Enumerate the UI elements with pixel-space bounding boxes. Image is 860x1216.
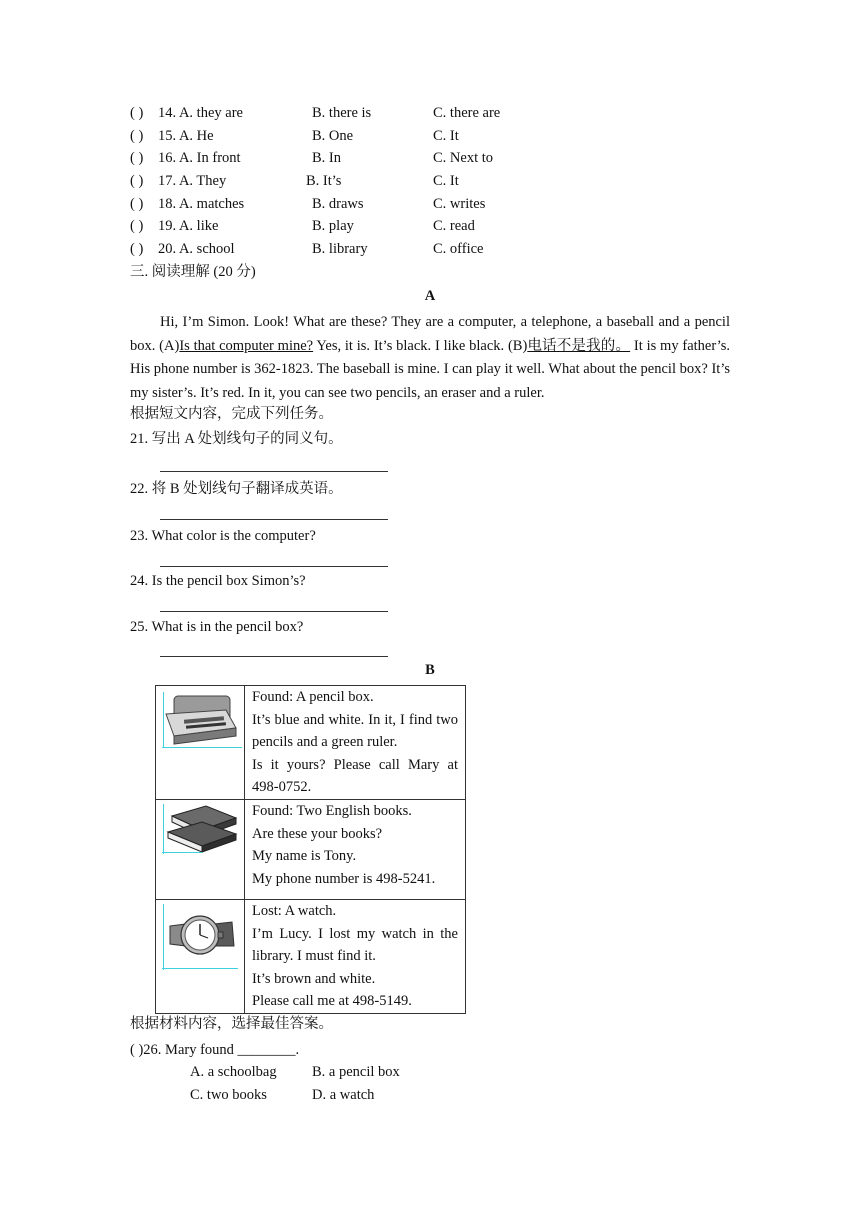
- option-b: B. One: [312, 128, 354, 144]
- notice-line: Lost: A watch.: [252, 902, 337, 919]
- option-b: B. draws: [312, 196, 364, 212]
- notice-row: [156, 799, 466, 899]
- question-26-stem: 26. Mary found ________.: [143, 1042, 300, 1058]
- choice-d: D. a watch: [312, 1087, 375, 1103]
- answer-line-21[interactable]: [160, 471, 388, 472]
- option-b: B. library: [312, 241, 368, 257]
- passage-a-text: [130, 311, 730, 405]
- option-b: B. play: [312, 218, 354, 234]
- section-title: 三. 阅读理解 (20 分): [130, 264, 256, 280]
- notice-line: I’m Lucy. I lost my watch in the library. I must find it.: [252, 925, 458, 965]
- answer-paren[interactable]: ( ): [130, 218, 144, 234]
- notice-line: Found: A pencil box.: [252, 689, 374, 705]
- underlined-sentence-a: Is that computer mine?: [179, 337, 314, 354]
- notice-line: Is it yours? Please call Mary at 498-0752.: [252, 756, 458, 796]
- option-a: 19. A. like: [158, 218, 219, 234]
- notice-picture-cell: [156, 799, 245, 899]
- answer-paren[interactable]: ( ): [130, 173, 144, 189]
- notice-line: My name is Tony.: [252, 848, 357, 865]
- watch-icon: [156, 900, 244, 977]
- option-a: 18. A. matches: [158, 196, 245, 212]
- passage-a-part1: Hi, I’m Simon. Look! What are these? They are a computer, a telephone, a baseball and a pencil box. (A): [130, 314, 730, 354]
- notice-text-3: [245, 899, 466, 1013]
- question-24: 24. Is the pencil box Simon’s?: [130, 573, 306, 589]
- option-c: C. read: [433, 218, 475, 234]
- answer-paren[interactable]: ( ): [130, 150, 144, 166]
- notice-line: Found: Two English books.: [252, 802, 412, 819]
- pencil-box-icon: [156, 686, 244, 761]
- question-26: [130, 1040, 299, 1060]
- option-c: C. It: [433, 173, 459, 189]
- notice-line: It’s blue and white. In it, I find two pencils and a green ruler.: [252, 711, 458, 751]
- option-b: B. there is: [312, 105, 372, 121]
- option-a: 15. A. He: [158, 128, 214, 144]
- question-26-choices: [190, 1061, 490, 1105]
- option-b: B. It’s: [306, 173, 342, 189]
- notice-line: My phone number is 498-5241.: [252, 870, 436, 887]
- option-c: C. office: [433, 241, 484, 257]
- option-a: 17. A. They: [158, 173, 227, 189]
- notice-line: Are these your books?: [252, 825, 383, 842]
- option-c: C. It: [433, 128, 459, 144]
- passage-a-letter: A: [424, 288, 436, 304]
- answer-paren[interactable]: ( ): [130, 196, 144, 212]
- notice-line: Please call me at 498-5149.: [252, 993, 412, 1010]
- answer-paren[interactable]: ( ): [130, 1042, 144, 1058]
- answer-line-24[interactable]: [160, 611, 388, 612]
- notice-table: [155, 685, 466, 1014]
- answer-paren[interactable]: ( ): [130, 241, 144, 257]
- passage-b-letter: B: [425, 662, 435, 678]
- question-23: 23. What color is the computer?: [130, 528, 316, 544]
- answer-paren[interactable]: ( ): [130, 105, 144, 121]
- answer-line-22[interactable]: [160, 519, 388, 520]
- option-a: 20. A. school: [158, 241, 235, 257]
- option-c: C. writes: [433, 196, 486, 212]
- option-c: C. Next to: [433, 150, 494, 166]
- notice-text-1: [245, 686, 466, 800]
- option-a: 14. A. they are: [158, 105, 243, 121]
- notice-picture-cell: [156, 899, 245, 1013]
- passage-a-instruction: 根据短文内容，完成下列任务。: [130, 406, 333, 422]
- choice-b: B. a pencil box: [312, 1064, 400, 1080]
- option-b: B. In: [312, 150, 341, 166]
- notice-picture-cell: [156, 686, 245, 800]
- option-c: C. there are: [433, 105, 501, 121]
- question-25: 25. What is in the pencil box?: [130, 619, 304, 635]
- passage-a-part2: Yes, it is. It’s black. I like black. (B): [313, 337, 528, 354]
- underlined-sentence-b: 电话不是我的。: [527, 337, 631, 354]
- books-icon: [156, 800, 244, 865]
- choice-a: A. a schoolbag: [190, 1064, 277, 1080]
- notice-row: [156, 899, 466, 1013]
- notice-row: [156, 686, 466, 800]
- answer-paren[interactable]: ( ): [130, 128, 144, 144]
- passage-b-instruction: 根据材料内容，选择最佳答案。: [130, 1016, 333, 1032]
- option-a: 16. A. In front: [158, 150, 241, 166]
- choice-c: C. two books: [190, 1087, 267, 1103]
- notice-text-2: [245, 799, 466, 899]
- answer-line-25[interactable]: [160, 656, 388, 657]
- notice-line: It’s brown and white.: [252, 970, 376, 987]
- question-22: 22. 将 B 处划线句子翻译成英语。: [130, 481, 343, 497]
- answer-line-23[interactable]: [160, 566, 388, 567]
- passage-a-part3: It is my father’s. His phone number is 362-1823. The baseball is mine. I can play it well. What about the pencil box? It’s my sister’s. It’s red. In it, you can see two pencils, an eraser and a ruler.: [130, 337, 731, 401]
- question-21: 21. 写出 A 处划线句子的同义句。: [130, 431, 343, 447]
